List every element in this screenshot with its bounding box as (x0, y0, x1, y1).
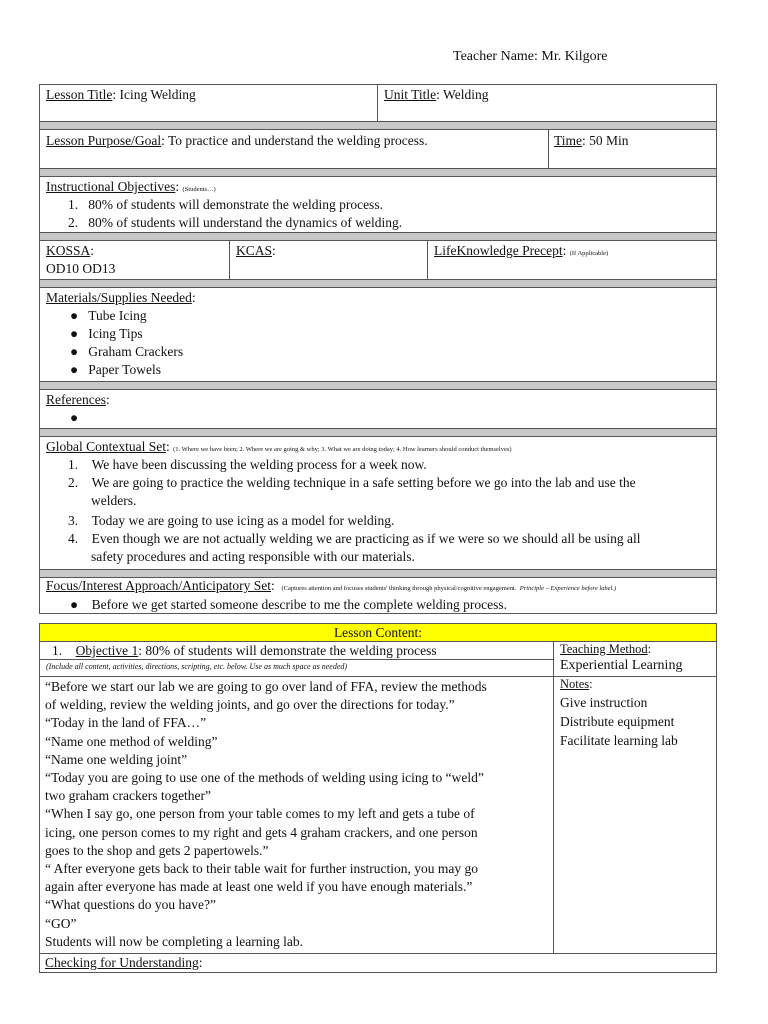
objectives-row (39, 176, 717, 233)
script-line: “Before we start our lab we are going to go over land of FFA, review the methods (45, 679, 487, 694)
global-item-2: 2. We are going to practice the welding technique in a safe setting before we go into the lab and use the (68, 475, 636, 490)
lifeknowledge-label: LifeKnowledge Precept: (If Applicable) (434, 243, 609, 258)
global-set-row (39, 436, 717, 570)
references-heading: References: (46, 392, 110, 407)
kcas-label: KCAS: (236, 243, 276, 258)
script-line: “When I say go, one person from your table comes to my left and gets a tube of (45, 806, 475, 822)
materials-heading: Materials/Supplies Needed: (46, 290, 196, 305)
lesson-content-header: Lesson Content: (39, 623, 717, 642)
script-line: two graham crackers together” (45, 788, 212, 804)
focus-heading: Focus/Interest Approach/Anticipatory Set: (Captures attention and focuses students' thinking through physical/cognitive engagement. Principle – Experience before label.) (46, 578, 617, 593)
column-divider (377, 85, 378, 121)
note-item: Distribute equipment (560, 714, 675, 729)
script-line: “GO” (45, 915, 77, 931)
kossa-value: OD10 OD13 (46, 261, 116, 276)
objective-item-1: 1. 80% of students will demonstrate the welding process. (68, 197, 383, 212)
teacher-name: Teacher Name: Mr. Kilgore (453, 49, 608, 64)
script-line: “Today in the land of FFA…” (45, 715, 207, 731)
section-separator (39, 382, 717, 389)
unit-title: Unit Title: Welding (384, 87, 489, 102)
section-separator (39, 169, 717, 176)
lesson-purpose: Lesson Purpose/Goal: To practice and understand the welding process. (46, 133, 428, 148)
purpose-row (39, 129, 717, 169)
script-line: “Name one method of welding” (45, 733, 218, 749)
lesson-title: Lesson Title: Icing Welding (46, 87, 196, 102)
references-row (39, 389, 717, 429)
script-line: icing, one person comes to my right and gets 4 graham crackers, and one person (45, 824, 478, 840)
global-heading: Global Contextual Set: (1. Where we have been; 2. Where we are going & why; 3. What we are doing today; 4. How learners should conduct themselves) (46, 439, 512, 454)
focus-item: ● Before we get started someone describe to me the complete welding process. (70, 597, 508, 612)
focus-row (39, 577, 717, 614)
row-divider (40, 659, 553, 660)
script-line: “Today you are going to use one of the methods of welding using icing to “weld” (45, 770, 484, 786)
global-item-4-cont: safety procedures and acting responsible with our materials. (91, 549, 415, 564)
column-divider (548, 130, 549, 168)
objective-item-2: 2. 80% of students will understand the dynamics of welding. (68, 215, 403, 230)
section-separator (39, 570, 717, 577)
script-line: goes to the shop and gets 2 papertowels.” (45, 842, 269, 858)
section-separator (39, 429, 717, 436)
script-line: Students will now be completing a learning lab. (45, 933, 303, 949)
materials-row (39, 287, 717, 382)
global-item-1: 1. We have been discussing the welding process for a week now. (68, 457, 427, 472)
script-line: of welding, review the welding joints, and go over the directions for today.” (45, 697, 455, 713)
objectives-heading: Instructional Objectives: (Students…) (46, 179, 216, 194)
column-divider (553, 677, 554, 953)
script-line: “ After everyone gets back to their table wait for further instruction, you may go (45, 861, 478, 877)
material-item: ● Tube Icing (70, 308, 147, 323)
lesson-title-row (39, 84, 717, 122)
column-divider (427, 241, 428, 279)
script-line: “Name one welding joint” (45, 751, 188, 767)
checking-row (39, 953, 717, 973)
global-item-2-cont: welders. (91, 493, 137, 508)
objective1-row (39, 641, 717, 677)
content-script (45, 678, 487, 951)
global-item-4: 4. Even though we are not actually welding we are practicing as if we were so we should all be using all (68, 531, 641, 546)
section-separator (39, 280, 717, 287)
section-separator (39, 122, 717, 129)
objective1-title: 1. Objective 1: 80% of students will demonstrate the welding process (52, 643, 437, 658)
material-item: ● Icing Tips (70, 326, 143, 341)
notes-label: Notes: (560, 677, 593, 691)
section-separator (39, 233, 717, 240)
notes-list (560, 693, 678, 750)
note-item: Give instruction (560, 695, 648, 710)
objective1-note: (Include all content, activities, directions, scripting, etc. below. Use as much space as needed) (46, 662, 348, 671)
teaching-method-value: Experiential Learning (560, 658, 683, 673)
global-item-3: 3. Today we are going to use icing as a model for welding. (68, 513, 395, 528)
standards-row (39, 240, 717, 280)
references-bullet: ● (70, 410, 79, 425)
script-line: again after everyone has made at least one weld if you have enough materials.” (45, 879, 473, 895)
checking-heading: Checking for Understanding: (45, 955, 203, 970)
kossa-label: KOSSA: (46, 243, 95, 258)
material-item: ● Graham Crackers (70, 344, 184, 359)
script-line: “What questions do you have?” (45, 897, 216, 913)
lesson-time: Time: 50 Min (554, 133, 629, 148)
content-body-row (39, 676, 717, 954)
column-divider (553, 642, 554, 676)
teaching-method-label: Teaching Method: (560, 642, 652, 656)
note-item: Facilitate learning lab (560, 733, 678, 748)
material-item: ● Paper Towels (70, 362, 161, 377)
column-divider (229, 241, 230, 279)
